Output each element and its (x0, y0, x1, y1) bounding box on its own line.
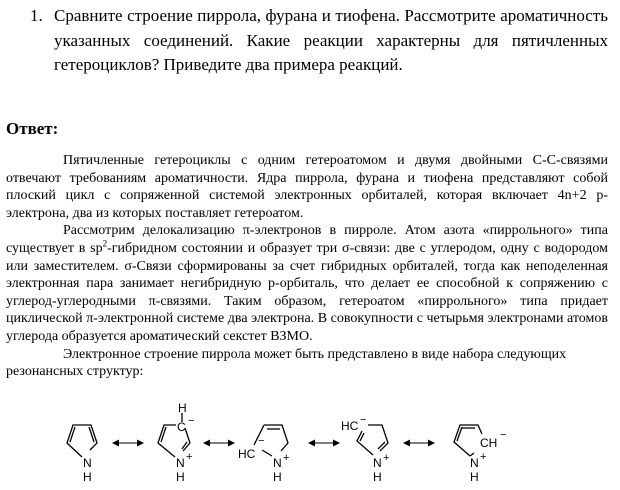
superscript-2: 2 (102, 238, 108, 249)
arrowhead-left (403, 440, 410, 447)
structure-4-minus: − (360, 414, 367, 426)
question-block (30, 4, 608, 78)
arrowhead-right (137, 440, 144, 447)
pyrrole-structure-1 (67, 425, 97, 457)
structure-3-plus: + (283, 452, 290, 464)
pyrrole-1-h: H (83, 470, 92, 484)
structure-5-plus: + (480, 451, 487, 463)
resonance-structures (0, 398, 620, 490)
arrowhead-left (308, 440, 315, 447)
paragraph-2-rest: -гибридном состоянии и образует три σ-связи: две с углеродом, одну с водородом или заместителем. σ-Связи сформированы за счет гибридных орбиталей, тогда как неподеленная электронная пара занимает негибридную р-орбиталь, что делает ее способной к сопряжению с углерод-углеродными π-связями. Таким образом, гетероатом «пиррольного» типа придает циклической π-электронной системе два электрона. В совокупности с четырьмя электронами атомов углерода образуется ароматический секстет ВЗМО. (6, 240, 608, 344)
structure-4-plus: + (383, 452, 390, 464)
structure-4-n: N (373, 456, 382, 470)
paragraph-3: Электронное строение пиррола может быть представлено в виде набора следующих резонансных структур: (6, 346, 567, 380)
arrowhead-right (428, 440, 435, 447)
structure-2-minus: − (188, 415, 195, 427)
structure-5-n: N (470, 456, 479, 470)
structure-2-h: H (176, 470, 185, 484)
paragraph-2 (6, 222, 608, 345)
structure-2-plus: + (186, 451, 193, 463)
pyrrole-structure-4 (357, 425, 388, 455)
structure-4-hc: HC (341, 419, 359, 433)
structure-3-minus: − (258, 435, 265, 447)
structure-5-ch: CH (480, 436, 498, 450)
structure-5-minus: − (500, 429, 507, 441)
structure-2-n: N (176, 456, 185, 470)
arrowhead-left (112, 440, 119, 447)
structure-2-h-top: H (178, 401, 187, 415)
structure-5-h: H (470, 470, 479, 484)
structure-2-c: C (177, 420, 186, 434)
arrowhead-right (333, 440, 340, 447)
answer-body (6, 152, 608, 381)
structure-3-n: N (273, 456, 282, 470)
structure-3-hc: HC (238, 447, 256, 461)
paragraph-2-start: Рассмотрим делокализацию π-электронов в пирроле. Атом азота «пиррольного» типа существует в sp (6, 223, 608, 256)
pyrrole-1-n: N (83, 456, 92, 470)
structure-4-h: H (373, 470, 382, 484)
answer-heading: Ответ: (6, 119, 59, 138)
pyrrole-structure-5 (454, 425, 482, 456)
question-number: 1. (30, 6, 43, 25)
arrowhead-left (203, 440, 210, 447)
question-text: Сравните строение пиррола, фурана и тиофена. Рассмотрите ароматичность указанных соединений. Какие реакции характерны для пятичленных гетероциклов? Приведите два примера реакций. (54, 6, 608, 74)
arrowhead-right (228, 440, 235, 447)
paragraph-1: Пятичленные гетероциклы с одним гетероатомом и двумя двойными С-С-связями отвечают требованиям ароматичности. Ядра пиррола, фурана и тиофена представляют собой плоский цикл с сопряженной системой электронных орбиталей, которая включает 4n+2 р-электрона, два из которых поставляет гетероатом. (6, 153, 608, 221)
structure-3-h: H (273, 470, 282, 484)
